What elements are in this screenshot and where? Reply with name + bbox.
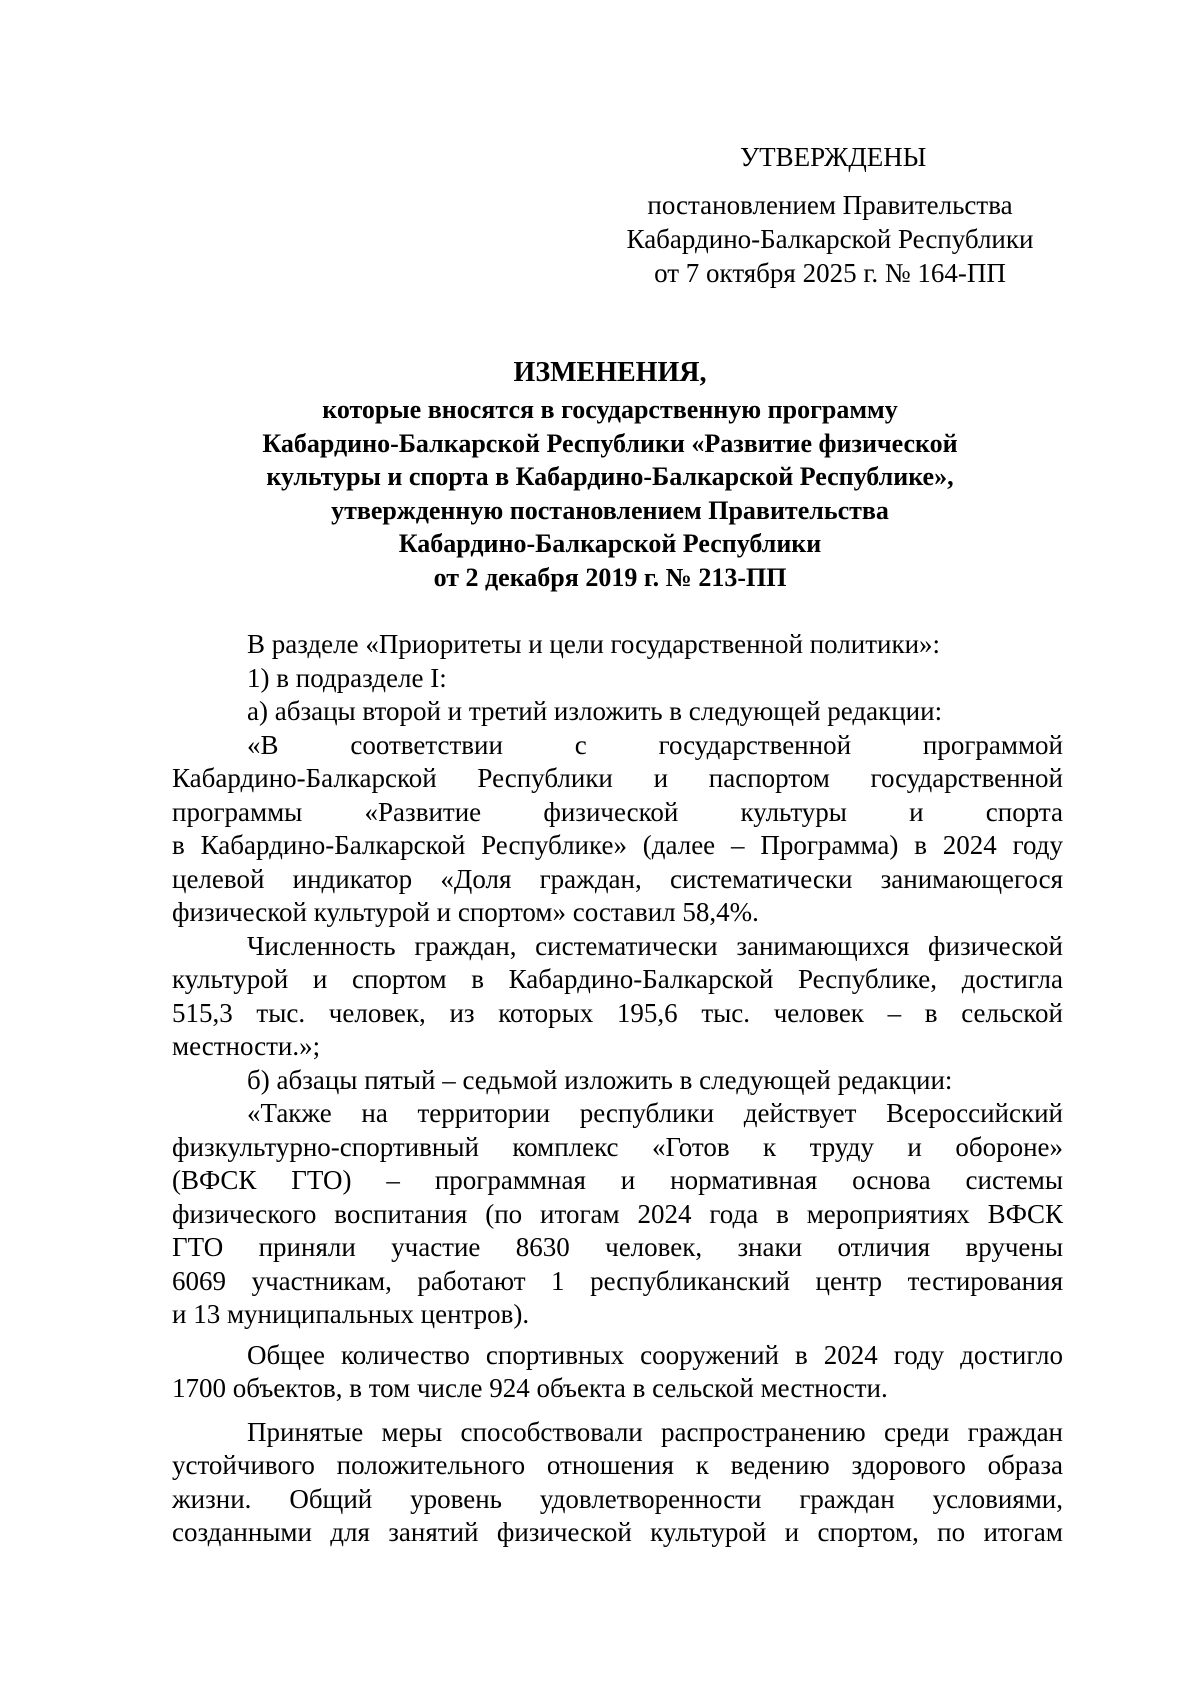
paragraph-line: Численность граждан, систематически занимающихся физической (247, 930, 1063, 961)
paragraph-line: ГТО приняли участие 8630 человек, знаки отличия вручены (172, 1232, 1063, 1262)
subtitle-line: от 2 декабря 2019 г. № 213-ПП (433, 562, 787, 592)
paragraph-line: физкультурно-спортивный комплекс «Готов к труду и обороне» (172, 1131, 1063, 1162)
document-subtitle (160, 393, 1060, 594)
approval-line: Кабардино-Балкарской Республики (626, 224, 1034, 254)
paragraph-line: 515,3 тыс. человек, из которых 195,6 тыс. человек – в сельской (172, 997, 1063, 1028)
paragraph-line: и 13 муниципальных центров). (172, 1299, 530, 1329)
item-b: б) абзацы пятый – седьмой изложить в следующей редакции: (247, 1064, 953, 1095)
paragraph-line: местности.»; (172, 1031, 321, 1061)
subtitle-line: которые вносятся в государственную программу (322, 395, 898, 424)
subtitle-line: утвержденную постановлением Правительства (331, 495, 889, 525)
subtitle-line: Кабардино-Балкарской Республики (398, 529, 822, 558)
subtitle-line: Кабардино-Балкарской Республики «Развитие физической (262, 428, 958, 458)
paragraph-line: в Кабардино-Балкарской Республике» (далее – Программа) в 2024 году (172, 830, 1063, 860)
paragraph-line: «Также на территории республики действует Всероссийский (247, 1098, 1063, 1128)
document-heading (160, 355, 1060, 594)
paragraph-spacer (172, 1332, 1063, 1339)
paragraph-line: культурой и спортом в Кабардино-Балкарской Республике, достигла (172, 964, 1063, 994)
quoted-paragraph-1 (172, 729, 1063, 930)
quoted-paragraph-4 (172, 1339, 1063, 1406)
paragraph-spacer (172, 1406, 1063, 1416)
document-title: ИЗМЕНЕНИЯ, (513, 357, 707, 388)
paragraph-line: жизни. Общий уровень удовлетворенности граждан условиями, (172, 1483, 1063, 1514)
paragraph-line: физической культурой и спортом» составил 58,4%. (172, 897, 759, 927)
item-a: а) абзацы второй и третий изложить в следующей редакции: (247, 696, 943, 726)
paragraph-line: созданными для занятий физической культурой и спортом, по итогам (172, 1517, 1063, 1547)
subtitle-line: культуры и спорта в Кабардино-Балкарской Республике», (266, 462, 954, 491)
paragraph-line: 6069 участникам, работают 1 республиканский центр тестирования (172, 1265, 1063, 1296)
paragraph-line: Принятые меры способствовали распространению среди граждан (247, 1416, 1063, 1447)
paragraph-line: 1700 объектов, в том числе 924 объекта в сельской местности. (172, 1373, 888, 1403)
document-body (172, 628, 1063, 1550)
approval-line: от 7 октября 2025 г. № 164-ПП (654, 258, 1006, 288)
paragraph-line: устойчивого положительного отношения к ведению здорового образа (172, 1450, 1063, 1480)
paragraph-line: физического воспитания (по итогам 2024 года в мероприятиях ВФСК (172, 1198, 1063, 1229)
intro-paragraph: В разделе «Приоритеты и цели государственной политики»: (247, 629, 941, 659)
paragraph-line: Общее количество спортивных сооружений в 2024 году достигло (247, 1339, 1063, 1370)
paragraph-line: (ВФСК ГТО) – программная и нормативная основа системы (172, 1165, 1063, 1195)
item-1: 1) в подразделе I: (247, 662, 447, 693)
paragraph-line: целевой индикатор «Доля граждан, систематически занимающегося (172, 863, 1063, 894)
quoted-paragraph-5 (172, 1416, 1063, 1550)
paragraph-line: Кабардино-Балкарской Республики и паспортом государственной (172, 763, 1063, 793)
paragraph-line: программы «Развитие физической культуры и спорта (172, 796, 1063, 827)
quoted-paragraph-3 (172, 1097, 1063, 1332)
quoted-paragraph-2 (172, 930, 1063, 1064)
paragraph-line: «В соответствии с государственной программой (247, 729, 1063, 760)
approval-details (560, 188, 1100, 290)
approval-title: УТВЕРЖДЕНЫ (740, 142, 927, 172)
approval-line: постановлением Правительства (647, 190, 1013, 220)
